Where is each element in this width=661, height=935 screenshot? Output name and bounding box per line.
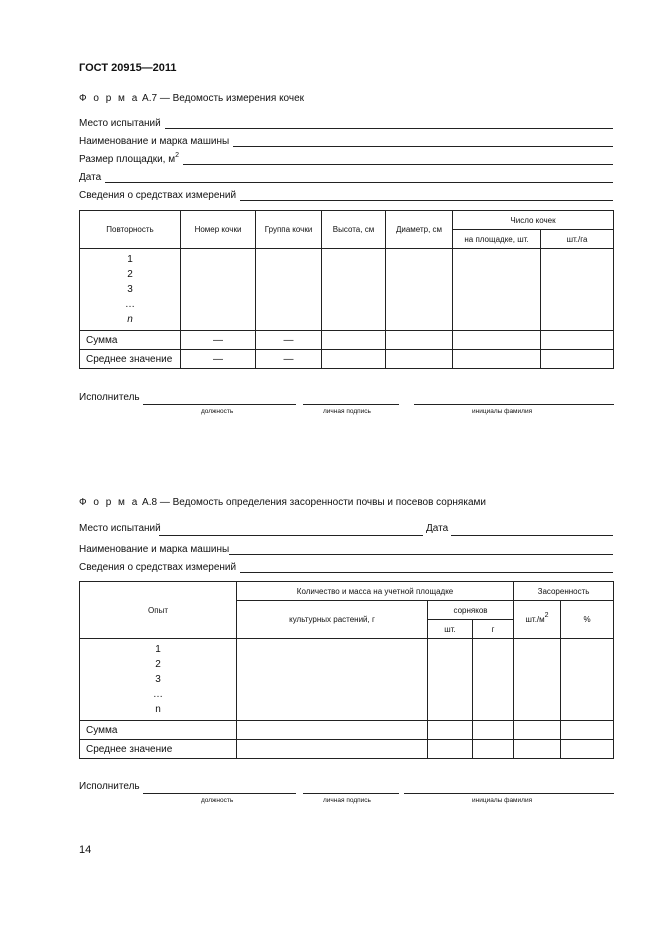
field-area[interactable]	[79, 151, 613, 165]
form-a8-title-prefix: Ф о р м а	[79, 497, 140, 508]
row-label: 3	[155, 674, 161, 685]
field-area-line[interactable]	[183, 154, 613, 165]
per-m2-sup: 2	[544, 612, 549, 620]
table-cell[interactable]	[322, 350, 386, 369]
table-cell[interactable]	[473, 639, 514, 721]
field-instruments[interactable]	[79, 559, 613, 573]
field-place-line[interactable]	[159, 535, 423, 536]
form-a7-title-prefix: Ф о р м а	[79, 93, 140, 104]
form-a7-title-text: А.7 — Ведомость измерения кочек	[139, 93, 305, 104]
row-number-list	[80, 642, 236, 717]
position-line[interactable]	[143, 404, 296, 405]
col-header-bump-group: Группа кочки	[256, 211, 322, 249]
dash-cell: —	[256, 350, 322, 369]
col-header-trial: Опыт	[80, 582, 237, 639]
table-cell[interactable]	[473, 740, 514, 759]
field-date-label: Дата	[79, 172, 102, 183]
signature-label: Исполнитель	[79, 781, 140, 792]
form-a8-signature	[79, 781, 614, 804]
row-label: n	[155, 704, 161, 715]
field-place-label: Место испытаний	[79, 523, 161, 534]
name-line[interactable]	[404, 793, 614, 794]
row-label: 3	[127, 284, 133, 295]
table-cell[interactable]	[428, 639, 473, 721]
form-a7-table	[79, 210, 614, 369]
form-a8-title	[79, 497, 486, 508]
col-header-diameter: Диаметр, см	[386, 211, 453, 249]
form-a8-table	[79, 581, 614, 759]
data-rows-labels	[80, 249, 181, 331]
table-cell[interactable]	[237, 721, 428, 740]
col-header-bump-no: Номер кочки	[181, 211, 256, 249]
row-label: …	[153, 689, 163, 700]
col-header-weeds: сорняков	[428, 601, 514, 620]
row-number-list	[80, 252, 180, 327]
dash-cell: —	[256, 331, 322, 350]
field-machine[interactable]	[79, 541, 613, 555]
row-label: 1	[127, 254, 133, 265]
sign-caption: личная подпись	[323, 408, 371, 415]
page-number: 14	[79, 844, 92, 856]
table-cell[interactable]	[322, 249, 386, 331]
col-header-g: г	[473, 620, 514, 639]
table-cell[interactable]	[473, 721, 514, 740]
row-avg-label: Среднее значение	[80, 740, 237, 759]
position-caption: должность	[201, 797, 234, 804]
field-machine-line[interactable]	[229, 544, 613, 555]
field-instruments-label: Сведения о средствах измерений	[79, 190, 237, 201]
field-place-label: Место испытаний	[79, 118, 161, 129]
table-cell[interactable]	[514, 721, 561, 740]
row-label: n	[127, 314, 133, 325]
signature-label: Исполнитель	[79, 392, 140, 403]
sign-line[interactable]	[303, 404, 399, 405]
field-instruments-line[interactable]	[240, 190, 613, 201]
field-place-line[interactable]	[165, 118, 613, 129]
field-machine-line[interactable]	[233, 136, 613, 147]
field-instruments[interactable]	[79, 187, 613, 201]
col-header-count: Число кочек	[453, 211, 614, 230]
data-rows-labels	[80, 639, 237, 721]
col-header-count-ha: шт./га	[541, 230, 614, 249]
field-instruments-line[interactable]	[240, 562, 613, 573]
field-area-label-text: Размер площадки, м	[79, 154, 176, 165]
table-cell[interactable]	[541, 331, 614, 350]
field-area-label	[79, 151, 179, 165]
table-cell[interactable]	[237, 639, 428, 721]
position-caption: должность	[201, 408, 234, 415]
document-header: ГОСТ 20915—2011	[79, 62, 177, 74]
form-a7-title	[79, 93, 304, 104]
table-cell[interactable]	[386, 350, 453, 369]
field-date-label: Дата	[426, 523, 449, 534]
dash-cell: —	[181, 331, 256, 350]
row-avg-label: Среднее значение	[80, 350, 181, 369]
table-cell[interactable]	[386, 331, 453, 350]
row-label: 2	[127, 269, 133, 280]
field-date[interactable]	[79, 169, 613, 183]
per-m2-text: шт./м	[525, 615, 545, 624]
row-sum-label: Сумма	[80, 331, 181, 350]
table-cell[interactable]	[514, 639, 561, 721]
field-machine-label: Наименование и марка машины	[79, 544, 230, 555]
col-header-qty-mass: Количество и масса на учетной площадке	[237, 582, 514, 601]
table-cell[interactable]	[561, 721, 614, 740]
table-cell[interactable]	[561, 639, 614, 721]
field-area-sup: 2	[175, 151, 179, 159]
col-header-pcs: шт.	[428, 620, 473, 639]
table-cell[interactable]	[181, 249, 256, 331]
row-label: …	[125, 299, 135, 310]
row-sum-label: Сумма	[80, 721, 237, 740]
col-header-crops: культурных растений, г	[237, 601, 428, 639]
sign-caption: личная подпись	[323, 797, 371, 804]
table-cell[interactable]	[453, 249, 541, 331]
table-cell[interactable]	[453, 350, 541, 369]
table-cell[interactable]	[561, 740, 614, 759]
field-place[interactable]	[79, 115, 613, 129]
table-cell[interactable]	[453, 331, 541, 350]
table-cell[interactable]	[256, 249, 322, 331]
row-label: 2	[155, 659, 161, 670]
field-date-line[interactable]	[451, 535, 613, 536]
table-cell[interactable]	[541, 249, 614, 331]
field-place-date[interactable]	[79, 523, 613, 537]
position-line[interactable]	[143, 793, 296, 794]
dash-cell: —	[181, 350, 256, 369]
table-cell[interactable]	[514, 740, 561, 759]
form-a7-signature	[79, 392, 614, 415]
col-header-height: Высота, см	[322, 211, 386, 249]
name-caption: инициалы фамилия	[472, 408, 533, 415]
sign-line[interactable]	[303, 793, 399, 794]
name-caption: инициалы фамилия	[472, 797, 533, 804]
table-cell[interactable]	[322, 331, 386, 350]
col-header-weediness: Засоренность	[514, 582, 614, 601]
col-header-per-m2	[514, 601, 561, 639]
table-cell[interactable]	[428, 721, 473, 740]
col-header-repeat: Повторность	[80, 211, 181, 249]
table-cell[interactable]	[386, 249, 453, 331]
form-a8-title-text: А.8 — Ведомость определения засоренности почвы и посевов сорняками	[139, 497, 486, 508]
field-machine[interactable]	[79, 133, 613, 147]
name-line[interactable]	[414, 404, 614, 405]
table-cell[interactable]	[428, 740, 473, 759]
row-label: 1	[155, 644, 161, 655]
col-header-percent: %	[561, 601, 614, 639]
col-header-count-plot: на площадке, шт.	[453, 230, 541, 249]
field-instruments-label: Сведения о средствах измерений	[79, 562, 237, 573]
field-date-line[interactable]	[105, 172, 613, 183]
table-cell[interactable]	[237, 740, 428, 759]
table-cell[interactable]	[541, 350, 614, 369]
field-machine-label: Наименование и марка машины	[79, 136, 230, 147]
